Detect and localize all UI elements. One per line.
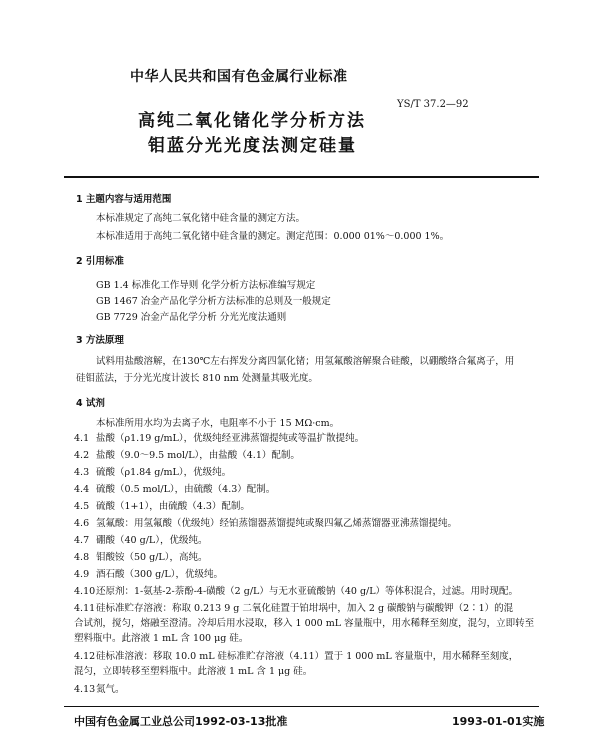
reagent-text: 酒石酸（300 g/L），优级纯。 (96, 569, 223, 580)
section4-intro: 本标准所用水均为去离子水，电阻率不小于 15 MΩ·cm。 (96, 418, 340, 429)
reagent-number: 4.13 (74, 684, 96, 695)
reference-item: GB 7729 冶金产品化学分析 分光光度法通则 (96, 312, 287, 323)
header-divider (64, 176, 539, 178)
reagent-number: 4.3 (74, 467, 90, 478)
reagent-number: 4.11 (74, 603, 96, 614)
reagent-number: 4.12 (74, 651, 96, 662)
reagent-item (74, 603, 513, 615)
reagent-item (74, 651, 518, 663)
section4-heading: 4 试剂 (76, 398, 105, 409)
standard-number: YS/T 37.2—92 (397, 99, 469, 110)
reagent-number: 4.1 (74, 433, 90, 444)
reagent-text: 氢氟酸：用氢氟酸（优级纯）经铂蒸馏器蒸馏提纯或聚四氟乙烯蒸馏器亚沸蒸馏提纯。 (96, 518, 458, 529)
reagent-item (74, 467, 231, 479)
reagent-number: 4.8 (74, 552, 90, 563)
footer-divider (64, 706, 539, 707)
section3-heading: 3 方法原理 (76, 335, 124, 346)
reagent-text: 盐酸（ρ1.19 g/mL），优级纯经亚沸蒸馏提纯或等温扩散提纯。 (96, 433, 365, 444)
implementation-date: 1993-01-01实施 (452, 715, 545, 728)
reagent-number: 4.5 (74, 501, 90, 512)
reagent-item (74, 501, 250, 513)
document-title-line2: 钼蓝分光光度法测定硅量 (148, 136, 357, 156)
section3-line2: 硅钼蓝法，于分光光度计波长 810 nm 处测量其吸光度。 (76, 373, 318, 384)
section1-para2: 本标准适用于高纯二氧化锗中硅含量的测定。测定范围：0.000 01%～0.000 1%。 (96, 231, 450, 242)
section3-line1: 试料用盐酸溶解，在130℃左右挥发分离四氯化锗；用氢氟酸溶解聚合硅酸，以硼酸络合氟离子，用 (96, 356, 515, 367)
reagent-text: 硅标准溶液：移取 10.0 mL 硅标准贮存溶液（4.11）置于 1 000 mL 容量瓶中，用水稀释至刻度， (96, 651, 519, 662)
reagent-text: 钼酸铵（50 g/L），高纯。 (96, 552, 208, 563)
section1-heading: 1 主题内容与适用范围 (76, 194, 172, 205)
reagent-item (74, 433, 364, 445)
reagent-item (74, 535, 207, 547)
reagent-continuation: 塑料瓶中。此溶液 1 mL 含 100 μg 硅。 (74, 633, 249, 644)
reagent-text: 硫酸（ρ1.84 g/mL），优级纯。 (96, 467, 232, 478)
reagent-text: 氮气。 (96, 684, 125, 695)
reference-item: GB 1467 冶金产品化学分析方法标准的总则及一般规定 (96, 296, 331, 307)
reagent-continuation: 混匀，立即转移至塑料瓶中。此溶液 1 mL 含 1 μg 硅。 (74, 666, 313, 677)
approval-date: 中国有色金属工业总公司1992-03-13批准 (74, 715, 288, 728)
reagent-text: 硼酸（40 g/L），优级纯。 (96, 535, 208, 546)
reagent-item (74, 484, 275, 496)
reagent-text: 还原剂：1-氨基-2-萘酚-4-磺酸（2 g/L）与无水亚硫酸钠（40 g/L）等体积混合，过滤。用时现配。 (96, 586, 519, 597)
reagent-text: 硫酸（0.5 mol/L），由硫酸（4.3）配制。 (96, 484, 276, 495)
reagent-item (74, 518, 457, 530)
reagent-item (74, 569, 223, 581)
reagent-text: 硅标准贮存溶液：称取 0.213 9 g 二氧化硅置于铂坩埚中，加入 2 g 碳酸钠与碳酸钾（2∶1）的混 (96, 603, 514, 614)
standard-category: 中华人民共和国有色金属行业标准 (130, 69, 348, 85)
reagent-item (74, 684, 125, 696)
section1-para1: 本标准规定了高纯二氧化锗中硅含量的测定方法。 (96, 213, 306, 224)
document-title-line1: 高纯二氧化锗化学分析方法 (138, 111, 366, 131)
reagent-item (74, 552, 207, 564)
reagent-text: 硫酸（1+1），由硫酸（4.3）配制。 (96, 501, 250, 512)
reagent-number: 4.4 (74, 484, 90, 495)
reagent-number: 4.10 (74, 586, 96, 597)
reagent-item (74, 586, 518, 598)
reagent-item (74, 450, 300, 462)
reagent-number: 4.2 (74, 450, 90, 461)
reagent-continuation: 合试剂，搅匀，熔融至澄清。冷却后用水浸取，移入 1 000 mL 容量瓶中，用水稀释至刻度，混匀，立即转至 (74, 618, 535, 629)
reagent-text: 盐酸（9.0～9.5 mol/L），由盐酸（4.1）配制。 (96, 450, 300, 461)
reagent-number: 4.7 (74, 535, 90, 546)
section2-heading: 2 引用标准 (76, 256, 124, 267)
reagent-number: 4.9 (74, 569, 90, 580)
reagent-number: 4.6 (74, 518, 90, 529)
reference-item: GB 1.4 标准化工作导则 化学分析方法标准编写规定 (96, 280, 316, 291)
